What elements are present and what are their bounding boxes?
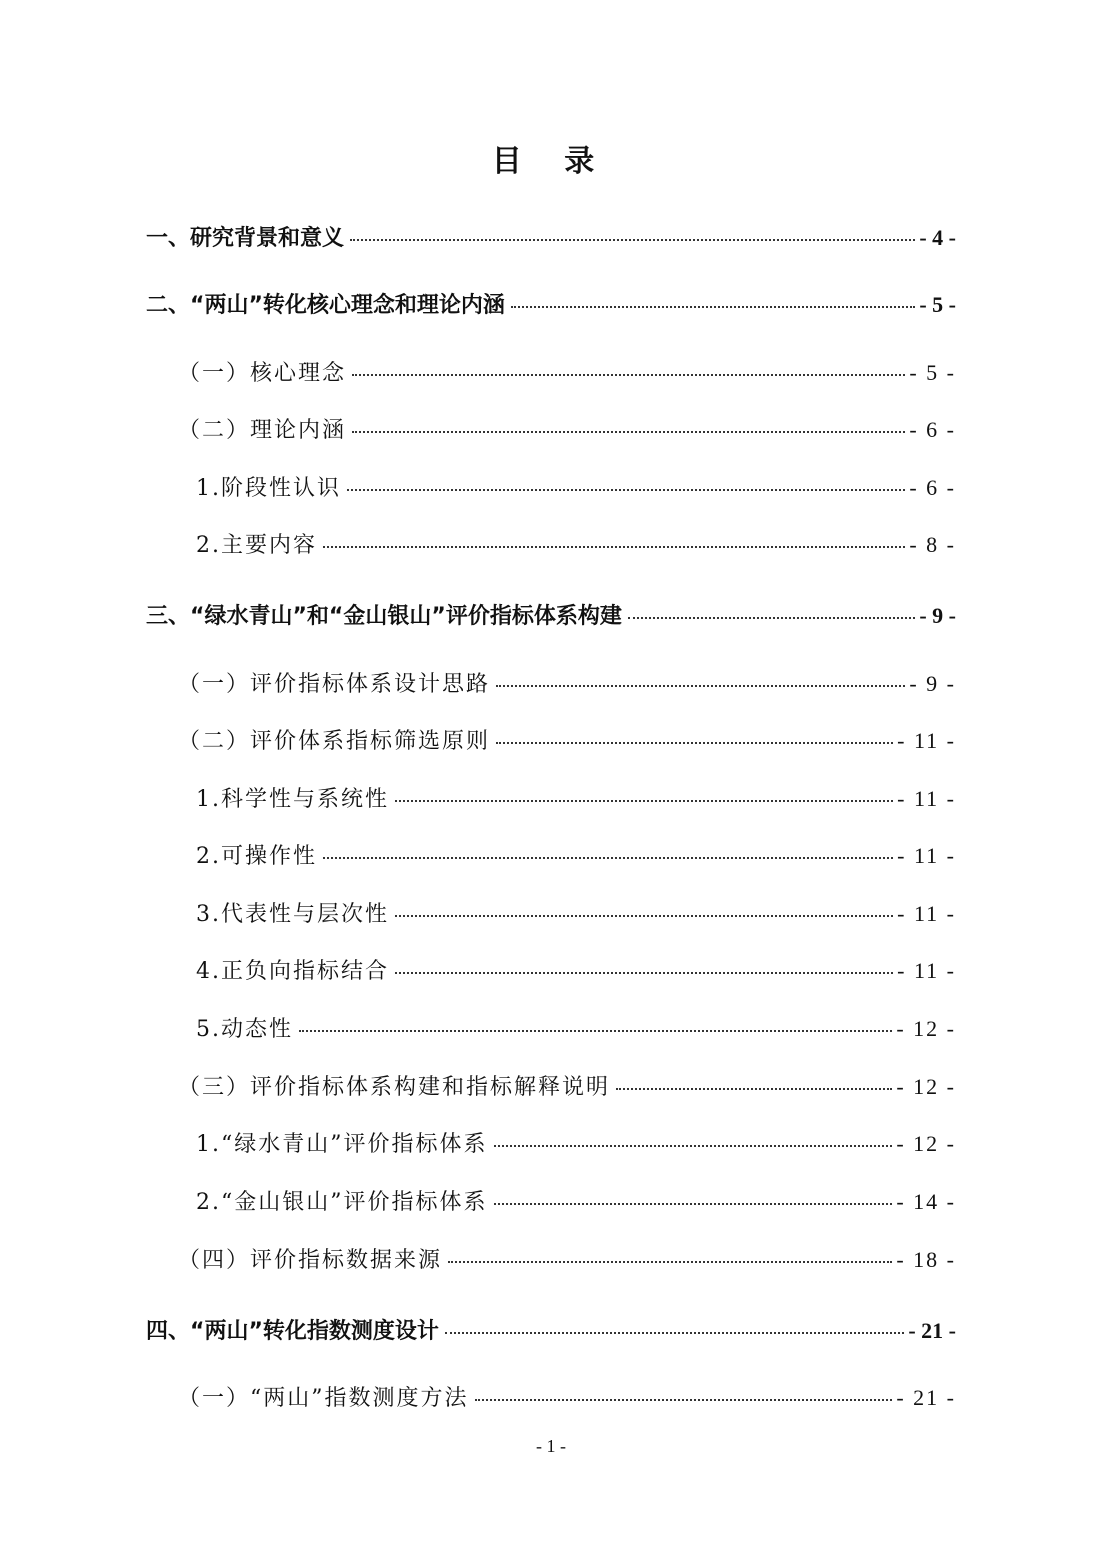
- toc-entry-label: （一）核心理念: [178, 361, 347, 386]
- toc-entry-label: （一）评价指标体系设计思路: [178, 672, 491, 697]
- toc-entry[interactable]: [178, 1067, 956, 1107]
- toc-entry[interactable]: [146, 218, 956, 258]
- toc-entry[interactable]: [146, 285, 956, 325]
- toc-entry[interactable]: [146, 596, 956, 636]
- toc-entry-label: （一）“两山”指数测度方法: [178, 1386, 469, 1411]
- toc-entry-label: （二）评价体系指标筛选原则: [178, 729, 491, 754]
- toc-entry-page: - 14 -: [896, 1189, 956, 1214]
- toc-leader-dots: [352, 431, 905, 433]
- toc-entry[interactable]: [196, 468, 956, 508]
- toc-entry[interactable]: [178, 1240, 956, 1280]
- toc-entry-page: - 11 -: [897, 843, 956, 868]
- toc-entry-page: - 4 -: [919, 225, 956, 250]
- toc-entry-page: - 8 -: [909, 532, 956, 557]
- toc-entry-page: - 12 -: [896, 1074, 956, 1099]
- toc-entry[interactable]: [196, 1182, 956, 1222]
- toc-leader-dots: [299, 1030, 892, 1032]
- toc-entry[interactable]: [178, 721, 956, 761]
- toc-entry-page: - 11 -: [897, 901, 956, 926]
- toc-entry-label: 2.可操作性: [196, 844, 317, 869]
- toc-leader-dots: [347, 489, 905, 491]
- toc-entry[interactable]: [196, 894, 956, 934]
- toc-entry-label: 四、“两山”转化指数测度设计: [146, 1319, 439, 1344]
- toc-leader-dots: [350, 239, 915, 241]
- toc-entry-page: - 21 -: [908, 1318, 956, 1343]
- toc-entry-label: 三、“绿水青山”和“金山银山”评价指标体系构建: [146, 604, 622, 629]
- toc-entry-page: - 6 -: [909, 475, 956, 500]
- toc-entry[interactable]: [196, 951, 956, 991]
- toc-entry[interactable]: [178, 1378, 956, 1418]
- toc-entry-page: - 5 -: [909, 360, 956, 385]
- toc-entry-page: - 9 -: [919, 603, 956, 628]
- toc-entry-label: 1.“绿水青山”评价指标体系: [196, 1132, 488, 1157]
- toc-leader-dots: [445, 1332, 904, 1334]
- toc-entry[interactable]: [178, 353, 956, 393]
- toc-leader-dots: [395, 915, 893, 917]
- toc-entry-label: 2.“金山银山”评价指标体系: [196, 1190, 488, 1215]
- toc-entry-page: - 11 -: [897, 728, 956, 753]
- toc-entry[interactable]: [146, 1311, 956, 1351]
- page-number: - 1 -: [536, 1436, 566, 1456]
- toc-leader-dots: [395, 800, 893, 802]
- toc-entry[interactable]: [196, 779, 956, 819]
- toc-entry-label: （四）评价指标数据来源: [178, 1248, 443, 1273]
- toc-entry-label: 4.正负向指标结合: [196, 959, 389, 984]
- toc-leader-dots: [628, 617, 916, 619]
- toc-leader-dots: [496, 685, 905, 687]
- toc-entry-label: 1.阶段性认识: [196, 476, 341, 501]
- toc-entry-label: 二、“两山”转化核心理念和理论内涵: [146, 293, 505, 318]
- toc-entry-label: 2.主要内容: [196, 533, 317, 558]
- toc-leader-dots: [496, 742, 893, 744]
- toc-entry-label: （三）评价指标体系构建和指标解释说明: [178, 1075, 611, 1100]
- toc-entry[interactable]: [196, 1009, 956, 1049]
- toc-leader-dots: [352, 374, 905, 376]
- toc-leader-dots: [475, 1399, 893, 1401]
- toc-entry-page: - 9 -: [909, 671, 956, 696]
- toc-entry-page: - 21 -: [896, 1385, 956, 1410]
- toc-leader-dots: [494, 1145, 893, 1147]
- toc-entry[interactable]: [196, 1124, 956, 1164]
- toc-entry-page: - 12 -: [896, 1131, 956, 1156]
- toc-leader-dots: [448, 1261, 892, 1263]
- toc-entry-page: - 11 -: [897, 786, 956, 811]
- toc-leader-dots: [494, 1203, 893, 1205]
- toc-leader-dots: [323, 546, 905, 548]
- toc-entry-label: 5.动态性: [196, 1017, 293, 1042]
- toc-entry-label: 1.科学性与系统性: [196, 787, 389, 812]
- toc-entry[interactable]: [178, 664, 956, 704]
- toc-entry-page: - 18 -: [896, 1247, 956, 1272]
- toc-entry-label: 3.代表性与层次性: [196, 902, 389, 927]
- toc-entry[interactable]: [196, 525, 956, 565]
- toc-entry[interactable]: [178, 410, 956, 450]
- toc-leader-dots: [323, 857, 893, 859]
- toc-title: 目 录: [491, 144, 611, 179]
- toc-entry-label: （二）理论内涵: [178, 418, 347, 443]
- toc-leader-dots: [395, 972, 893, 974]
- toc-leader-dots: [616, 1088, 892, 1090]
- toc-entry-page: - 12 -: [896, 1016, 956, 1041]
- toc-leader-dots: [511, 306, 915, 308]
- toc-entry-page: - 6 -: [909, 417, 956, 442]
- toc-entry-label: 一、研究背景和意义: [146, 226, 345, 251]
- toc-entry[interactable]: [196, 836, 956, 876]
- toc-entry-page: - 5 -: [919, 292, 956, 317]
- toc-entry-page: - 11 -: [897, 958, 956, 983]
